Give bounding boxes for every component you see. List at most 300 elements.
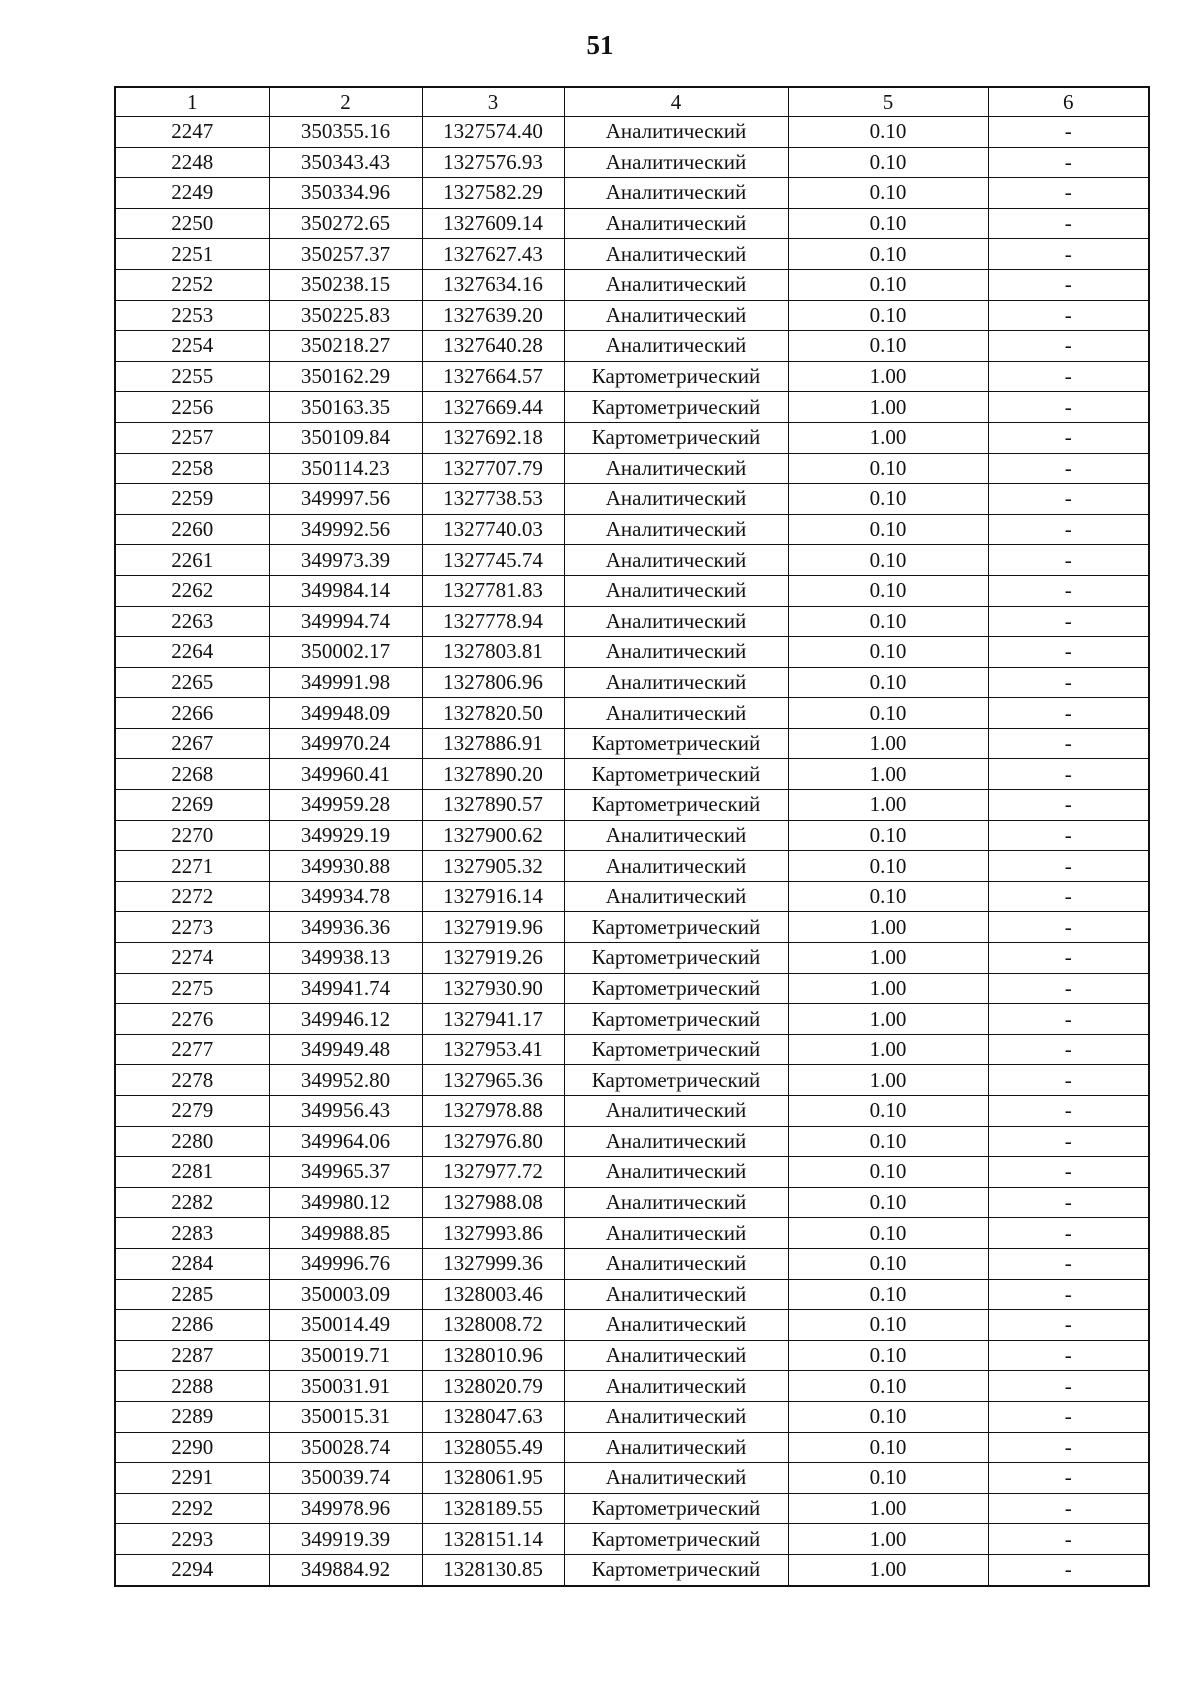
- accuracy-cell: 0.10: [788, 820, 988, 851]
- note-cell: -: [988, 606, 1149, 637]
- table-row: [115, 1065, 1149, 1096]
- y-coordinate-cell: 1327916.14: [422, 881, 564, 912]
- y-coordinate-cell: 1327919.26: [422, 943, 564, 974]
- table-row: [115, 300, 1149, 331]
- y-coordinate-cell: 1327707.79: [422, 453, 564, 484]
- note-cell: -: [988, 759, 1149, 790]
- note-cell: -: [988, 575, 1149, 606]
- note-cell: -: [988, 1126, 1149, 1157]
- table-row: [115, 851, 1149, 882]
- column-header: 4: [564, 87, 788, 117]
- y-coordinate-cell: 1327953.41: [422, 1034, 564, 1065]
- note-cell: -: [988, 1279, 1149, 1310]
- x-coordinate-cell: 349984.14: [269, 575, 422, 606]
- x-coordinate-cell: 349992.56: [269, 514, 422, 545]
- x-coordinate-cell: 349964.06: [269, 1126, 422, 1157]
- x-coordinate-cell: 350109.84: [269, 422, 422, 453]
- accuracy-cell: 0.10: [788, 208, 988, 239]
- note-cell: -: [988, 1187, 1149, 1218]
- accuracy-cell: 1.00: [788, 392, 988, 423]
- accuracy-cell: 0.10: [788, 484, 988, 515]
- table-row: [115, 943, 1149, 974]
- x-coordinate-cell: 349996.76: [269, 1248, 422, 1279]
- method-cell: Аналитический: [564, 147, 788, 178]
- accuracy-cell: 1.00: [788, 1493, 988, 1524]
- y-coordinate-cell: 1327669.44: [422, 392, 564, 423]
- point-number-cell: 2285: [115, 1279, 269, 1310]
- note-cell: -: [988, 1463, 1149, 1494]
- table-row: [115, 1371, 1149, 1402]
- x-coordinate-cell: 349930.88: [269, 851, 422, 882]
- x-coordinate-cell: 349988.85: [269, 1218, 422, 1249]
- accuracy-cell: 0.10: [788, 1279, 988, 1310]
- note-cell: -: [988, 943, 1149, 974]
- table-row: [115, 392, 1149, 423]
- method-cell: Аналитический: [564, 453, 788, 484]
- x-coordinate-cell: 349952.80: [269, 1065, 422, 1096]
- method-cell: Аналитический: [564, 300, 788, 331]
- note-cell: -: [988, 1004, 1149, 1035]
- note-cell: -: [988, 881, 1149, 912]
- x-coordinate-cell: 349965.37: [269, 1157, 422, 1188]
- point-number-cell: 2265: [115, 667, 269, 698]
- accuracy-cell: 0.10: [788, 1096, 988, 1127]
- note-cell: -: [988, 300, 1149, 331]
- note-cell: -: [988, 1034, 1149, 1065]
- method-cell: Аналитический: [564, 820, 788, 851]
- accuracy-cell: 0.10: [788, 606, 988, 637]
- point-number-cell: 2249: [115, 178, 269, 209]
- x-coordinate-cell: 349978.96: [269, 1493, 422, 1524]
- y-coordinate-cell: 1327965.36: [422, 1065, 564, 1096]
- method-cell: Аналитический: [564, 1279, 788, 1310]
- method-cell: Аналитический: [564, 1248, 788, 1279]
- y-coordinate-cell: 1327576.93: [422, 147, 564, 178]
- y-coordinate-cell: 1327745.74: [422, 545, 564, 576]
- method-cell: Аналитический: [564, 1096, 788, 1127]
- y-coordinate-cell: 1327905.32: [422, 851, 564, 882]
- accuracy-cell: 0.10: [788, 1463, 988, 1494]
- column-header: 2: [269, 87, 422, 117]
- table-row: [115, 790, 1149, 821]
- y-coordinate-cell: 1328061.95: [422, 1463, 564, 1494]
- page-number: 51: [586, 30, 614, 60]
- x-coordinate-cell: 349934.78: [269, 881, 422, 912]
- point-number-cell: 2286: [115, 1310, 269, 1341]
- table-row: [115, 545, 1149, 576]
- point-number-cell: 2280: [115, 1126, 269, 1157]
- table-row: [115, 117, 1149, 148]
- point-number-cell: 2294: [115, 1554, 269, 1585]
- x-coordinate-cell: 350015.31: [269, 1401, 422, 1432]
- method-cell: Аналитический: [564, 698, 788, 729]
- accuracy-cell: 1.00: [788, 1004, 988, 1035]
- method-cell: Картометрический: [564, 759, 788, 790]
- note-cell: -: [988, 1096, 1149, 1127]
- point-number-cell: 2279: [115, 1096, 269, 1127]
- y-coordinate-cell: 1327640.28: [422, 331, 564, 362]
- table-row: [115, 820, 1149, 851]
- table-row: [115, 1157, 1149, 1188]
- y-coordinate-cell: 1327778.94: [422, 606, 564, 637]
- point-number-cell: 2275: [115, 973, 269, 1004]
- table-row: [115, 239, 1149, 270]
- y-coordinate-cell: 1327634.16: [422, 269, 564, 300]
- point-number-cell: 2289: [115, 1401, 269, 1432]
- table-row: [115, 698, 1149, 729]
- accuracy-cell: 1.00: [788, 1524, 988, 1555]
- x-coordinate-cell: 350039.74: [269, 1463, 422, 1494]
- table-row: [115, 178, 1149, 209]
- point-number-cell: 2262: [115, 575, 269, 606]
- y-coordinate-cell: 1327820.50: [422, 698, 564, 729]
- y-coordinate-cell: 1328151.14: [422, 1524, 564, 1555]
- accuracy-cell: 0.10: [788, 117, 988, 148]
- note-cell: -: [988, 1218, 1149, 1249]
- accuracy-cell: 0.10: [788, 514, 988, 545]
- table-row: [115, 728, 1149, 759]
- accuracy-cell: 0.10: [788, 1340, 988, 1371]
- note-cell: -: [988, 422, 1149, 453]
- accuracy-cell: 1.00: [788, 1554, 988, 1585]
- table-row: [115, 575, 1149, 606]
- note-cell: -: [988, 1157, 1149, 1188]
- coordinates-table: [114, 86, 1150, 1587]
- method-cell: Картометрический: [564, 973, 788, 1004]
- method-cell: Картометрический: [564, 361, 788, 392]
- method-cell: Аналитический: [564, 239, 788, 270]
- table-row: [115, 1248, 1149, 1279]
- x-coordinate-cell: 349980.12: [269, 1187, 422, 1218]
- accuracy-cell: 0.10: [788, 1310, 988, 1341]
- note-cell: -: [988, 973, 1149, 1004]
- point-number-cell: 2293: [115, 1524, 269, 1555]
- note-cell: -: [988, 514, 1149, 545]
- table-row: [115, 637, 1149, 668]
- table-row: [115, 1034, 1149, 1065]
- table-row: [115, 1126, 1149, 1157]
- accuracy-cell: 0.10: [788, 1432, 988, 1463]
- x-coordinate-cell: 349997.56: [269, 484, 422, 515]
- point-number-cell: 2290: [115, 1432, 269, 1463]
- table-header: [115, 87, 1149, 117]
- y-coordinate-cell: 1327738.53: [422, 484, 564, 515]
- accuracy-cell: 1.00: [788, 422, 988, 453]
- note-cell: -: [988, 1401, 1149, 1432]
- method-cell: Картометрический: [564, 1524, 788, 1555]
- column-header: 1: [115, 87, 269, 117]
- method-cell: Картометрический: [564, 1004, 788, 1035]
- method-cell: Аналитический: [564, 484, 788, 515]
- y-coordinate-cell: 1328020.79: [422, 1371, 564, 1402]
- y-coordinate-cell: 1327890.20: [422, 759, 564, 790]
- table-row: [115, 422, 1149, 453]
- y-coordinate-cell: 1327999.36: [422, 1248, 564, 1279]
- method-cell: Аналитический: [564, 1401, 788, 1432]
- point-number-cell: 2278: [115, 1065, 269, 1096]
- accuracy-cell: 0.10: [788, 1371, 988, 1402]
- note-cell: -: [988, 637, 1149, 668]
- y-coordinate-cell: 1327609.14: [422, 208, 564, 239]
- x-coordinate-cell: 349949.48: [269, 1034, 422, 1065]
- x-coordinate-cell: 349994.74: [269, 606, 422, 637]
- method-cell: Аналитический: [564, 514, 788, 545]
- table-row: [115, 759, 1149, 790]
- note-cell: -: [988, 1493, 1149, 1524]
- x-coordinate-cell: 349929.19: [269, 820, 422, 851]
- column-header: 6: [988, 87, 1149, 117]
- method-cell: Аналитический: [564, 1463, 788, 1494]
- x-coordinate-cell: 349948.09: [269, 698, 422, 729]
- point-number-cell: 2292: [115, 1493, 269, 1524]
- point-number-cell: 2263: [115, 606, 269, 637]
- accuracy-cell: 1.00: [788, 759, 988, 790]
- method-cell: Картометрический: [564, 1065, 788, 1096]
- method-cell: Картометрический: [564, 1554, 788, 1585]
- method-cell: Аналитический: [564, 575, 788, 606]
- x-coordinate-cell: 349919.39: [269, 1524, 422, 1555]
- y-coordinate-cell: 1328003.46: [422, 1279, 564, 1310]
- x-coordinate-cell: 350019.71: [269, 1340, 422, 1371]
- accuracy-cell: 1.00: [788, 361, 988, 392]
- note-cell: -: [988, 117, 1149, 148]
- table-row: [115, 361, 1149, 392]
- x-coordinate-cell: 350002.17: [269, 637, 422, 668]
- note-cell: -: [988, 178, 1149, 209]
- accuracy-cell: 0.10: [788, 575, 988, 606]
- table-row: [115, 1004, 1149, 1035]
- table-row: [115, 973, 1149, 1004]
- point-number-cell: 2259: [115, 484, 269, 515]
- x-coordinate-cell: 350334.96: [269, 178, 422, 209]
- accuracy-cell: 0.10: [788, 453, 988, 484]
- y-coordinate-cell: 1327627.43: [422, 239, 564, 270]
- x-coordinate-cell: 350257.37: [269, 239, 422, 270]
- table-row: [115, 453, 1149, 484]
- point-number-cell: 2261: [115, 545, 269, 576]
- x-coordinate-cell: 350114.23: [269, 453, 422, 484]
- accuracy-cell: 0.10: [788, 178, 988, 209]
- note-cell: -: [988, 728, 1149, 759]
- y-coordinate-cell: 1327890.57: [422, 790, 564, 821]
- y-coordinate-cell: 1327781.83: [422, 575, 564, 606]
- method-cell: Аналитический: [564, 1157, 788, 1188]
- point-number-cell: 2266: [115, 698, 269, 729]
- accuracy-cell: 0.10: [788, 1126, 988, 1157]
- note-cell: -: [988, 1371, 1149, 1402]
- note-cell: -: [988, 1310, 1149, 1341]
- point-number-cell: 2271: [115, 851, 269, 882]
- note-cell: -: [988, 1065, 1149, 1096]
- note-cell: -: [988, 698, 1149, 729]
- point-number-cell: 2287: [115, 1340, 269, 1371]
- method-cell: Картометрический: [564, 422, 788, 453]
- point-number-cell: 2247: [115, 117, 269, 148]
- y-coordinate-cell: 1327976.80: [422, 1126, 564, 1157]
- table-row: [115, 1524, 1149, 1555]
- method-cell: Аналитический: [564, 1310, 788, 1341]
- note-cell: -: [988, 453, 1149, 484]
- table-row: [115, 484, 1149, 515]
- y-coordinate-cell: 1327978.88: [422, 1096, 564, 1127]
- x-coordinate-cell: 349956.43: [269, 1096, 422, 1127]
- accuracy-cell: 0.10: [788, 637, 988, 668]
- note-cell: -: [988, 147, 1149, 178]
- accuracy-cell: 1.00: [788, 1034, 988, 1065]
- note-cell: -: [988, 208, 1149, 239]
- y-coordinate-cell: 1327900.62: [422, 820, 564, 851]
- y-coordinate-cell: 1328130.85: [422, 1554, 564, 1585]
- header-row: [115, 87, 1149, 117]
- x-coordinate-cell: 350355.16: [269, 117, 422, 148]
- method-cell: Аналитический: [564, 667, 788, 698]
- point-number-cell: 2248: [115, 147, 269, 178]
- point-number-cell: 2255: [115, 361, 269, 392]
- accuracy-cell: 0.10: [788, 851, 988, 882]
- method-cell: Картометрический: [564, 1034, 788, 1065]
- table-row: [115, 1401, 1149, 1432]
- x-coordinate-cell: 349946.12: [269, 1004, 422, 1035]
- y-coordinate-cell: 1328189.55: [422, 1493, 564, 1524]
- point-number-cell: 2288: [115, 1371, 269, 1402]
- note-cell: -: [988, 1432, 1149, 1463]
- accuracy-cell: 0.10: [788, 1218, 988, 1249]
- note-cell: -: [988, 1524, 1149, 1555]
- accuracy-cell: 0.10: [788, 1157, 988, 1188]
- method-cell: Аналитический: [564, 1432, 788, 1463]
- x-coordinate-cell: 349959.28: [269, 790, 422, 821]
- x-coordinate-cell: 350031.91: [269, 1371, 422, 1402]
- x-coordinate-cell: 349941.74: [269, 973, 422, 1004]
- note-cell: -: [988, 1554, 1149, 1585]
- y-coordinate-cell: 1327806.96: [422, 667, 564, 698]
- point-number-cell: 2276: [115, 1004, 269, 1035]
- method-cell: Аналитический: [564, 269, 788, 300]
- table-row: [115, 1493, 1149, 1524]
- table-row: [115, 147, 1149, 178]
- column-header: 3: [422, 87, 564, 117]
- note-cell: -: [988, 1248, 1149, 1279]
- point-number-cell: 2268: [115, 759, 269, 790]
- y-coordinate-cell: 1327740.03: [422, 514, 564, 545]
- table-row: [115, 667, 1149, 698]
- x-coordinate-cell: 349938.13: [269, 943, 422, 974]
- accuracy-cell: 1.00: [788, 943, 988, 974]
- table-row: [115, 1432, 1149, 1463]
- table-row: [115, 606, 1149, 637]
- x-coordinate-cell: 349970.24: [269, 728, 422, 759]
- method-cell: Аналитический: [564, 1340, 788, 1371]
- note-cell: -: [988, 484, 1149, 515]
- y-coordinate-cell: 1327993.86: [422, 1218, 564, 1249]
- accuracy-cell: 0.10: [788, 300, 988, 331]
- table-row: [115, 912, 1149, 943]
- note-cell: -: [988, 239, 1149, 270]
- point-number-cell: 2272: [115, 881, 269, 912]
- note-cell: -: [988, 820, 1149, 851]
- accuracy-cell: 1.00: [788, 728, 988, 759]
- accuracy-cell: 0.10: [788, 147, 988, 178]
- note-cell: -: [988, 790, 1149, 821]
- y-coordinate-cell: 1327886.91: [422, 728, 564, 759]
- y-coordinate-cell: 1327803.81: [422, 637, 564, 668]
- note-cell: -: [988, 331, 1149, 362]
- point-number-cell: 2269: [115, 790, 269, 821]
- method-cell: Аналитический: [564, 1218, 788, 1249]
- accuracy-cell: 0.10: [788, 1248, 988, 1279]
- accuracy-cell: 0.10: [788, 331, 988, 362]
- x-coordinate-cell: 350225.83: [269, 300, 422, 331]
- point-number-cell: 2270: [115, 820, 269, 851]
- accuracy-cell: 0.10: [788, 881, 988, 912]
- y-coordinate-cell: 1327930.90: [422, 973, 564, 1004]
- table-row: [115, 1554, 1149, 1585]
- table-row: [115, 881, 1149, 912]
- y-coordinate-cell: 1328055.49: [422, 1432, 564, 1463]
- y-coordinate-cell: 1328010.96: [422, 1340, 564, 1371]
- accuracy-cell: 0.10: [788, 667, 988, 698]
- table-body: [115, 117, 1149, 1586]
- point-number-cell: 2282: [115, 1187, 269, 1218]
- y-coordinate-cell: 1328008.72: [422, 1310, 564, 1341]
- x-coordinate-cell: 350014.49: [269, 1310, 422, 1341]
- method-cell: Картометрический: [564, 1493, 788, 1524]
- x-coordinate-cell: 349973.39: [269, 545, 422, 576]
- accuracy-cell: 0.10: [788, 239, 988, 270]
- table-row: [115, 1310, 1149, 1341]
- method-cell: Аналитический: [564, 331, 788, 362]
- point-number-cell: 2281: [115, 1157, 269, 1188]
- x-coordinate-cell: 349884.92: [269, 1554, 422, 1585]
- method-cell: Аналитический: [564, 1371, 788, 1402]
- accuracy-cell: 0.10: [788, 1187, 988, 1218]
- y-coordinate-cell: 1327977.72: [422, 1157, 564, 1188]
- point-number-cell: 2251: [115, 239, 269, 270]
- point-number-cell: 2258: [115, 453, 269, 484]
- table-row: [115, 1340, 1149, 1371]
- method-cell: Аналитический: [564, 851, 788, 882]
- x-coordinate-cell: 350343.43: [269, 147, 422, 178]
- y-coordinate-cell: 1327941.17: [422, 1004, 564, 1035]
- accuracy-cell: 1.00: [788, 1065, 988, 1096]
- accuracy-cell: 0.10: [788, 269, 988, 300]
- accuracy-cell: 1.00: [788, 912, 988, 943]
- x-coordinate-cell: 349991.98: [269, 667, 422, 698]
- method-cell: Картометрический: [564, 912, 788, 943]
- note-cell: -: [988, 392, 1149, 423]
- method-cell: Аналитический: [564, 881, 788, 912]
- x-coordinate-cell: 350028.74: [269, 1432, 422, 1463]
- point-number-cell: 2273: [115, 912, 269, 943]
- point-number-cell: 2274: [115, 943, 269, 974]
- point-number-cell: 2257: [115, 422, 269, 453]
- x-coordinate-cell: 350272.65: [269, 208, 422, 239]
- table-row: [115, 1463, 1149, 1494]
- point-number-cell: 2284: [115, 1248, 269, 1279]
- method-cell: Картометрический: [564, 790, 788, 821]
- method-cell: Аналитический: [564, 606, 788, 637]
- note-cell: -: [988, 667, 1149, 698]
- column-header: 5: [788, 87, 988, 117]
- point-number-cell: 2277: [115, 1034, 269, 1065]
- point-number-cell: 2250: [115, 208, 269, 239]
- method-cell: Картометрический: [564, 392, 788, 423]
- y-coordinate-cell: 1327639.20: [422, 300, 564, 331]
- method-cell: Картометрический: [564, 943, 788, 974]
- table-row: [115, 208, 1149, 239]
- table-row: [115, 1096, 1149, 1127]
- table-row: [115, 269, 1149, 300]
